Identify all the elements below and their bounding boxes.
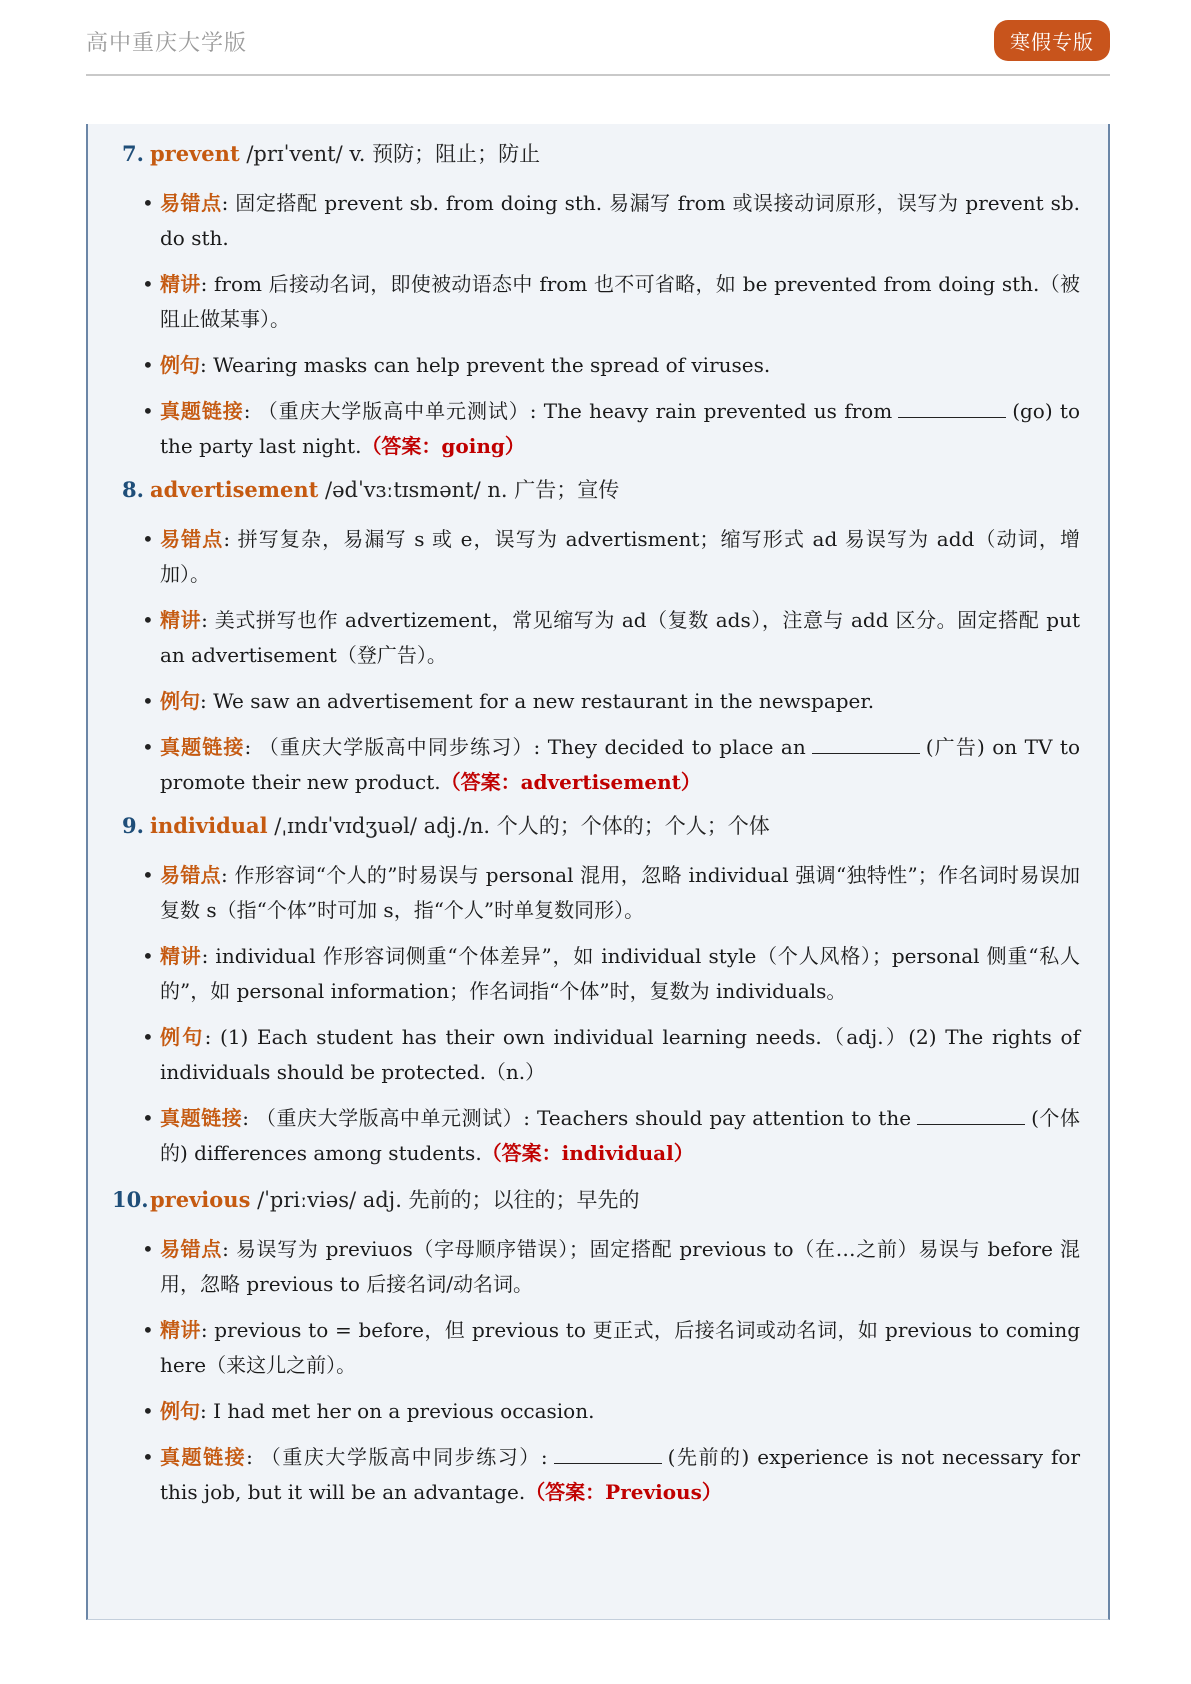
- entry-number: 9.: [122, 813, 144, 838]
- entry-notes: [142, 1232, 1081, 1521]
- note-text: : Wearing masks can help prevent the spread of viruses.: [200, 353, 771, 377]
- note-text: : I had met her on a previous occasion.: [200, 1399, 595, 1423]
- entry-number: 8.: [122, 477, 144, 502]
- exam-answer: （答案：advertisement）: [440, 770, 701, 794]
- note-label: 精讲: [160, 272, 201, 296]
- note-explain: • 精讲: individual 作形容词侧重“个体差异”，如 individual style（个人风格）；personal 侧重“私人的”，如 personal information；作名词指“个体”时，复数为 individuals。: [142, 944, 1080, 1003]
- note-label: 例句: [160, 1025, 205, 1049]
- exam-text-after: (个体的) differences among students.: [160, 1106, 1080, 1165]
- note-text: : 美式拼写也作 advertizement，常见缩写为 ad（复数 ads），注意与 add 区分。固定搭配 put an advertisement（登广告）。: [160, 608, 1081, 667]
- note-mistake: • 易错点: 作形容词“个人的”时易误与 personal 混用，忽略 individual 强调“独特性”；作名词时易误加复数 s（指“个体”时可加 s，指“个人”时单复数同形）。: [142, 863, 1081, 922]
- phonetic-definition: /ˈpriːviəs/ adj. 先前的；以往的；早先的: [250, 1188, 640, 1212]
- entry-notes: [142, 522, 1081, 811]
- note-label: 易错点: [160, 1237, 223, 1261]
- note-label: 例句: [160, 1399, 200, 1423]
- note-exam: • 真题链接: （重庆大学版高中同步练习）: (先前的) experience is not necessary for this job, but it will be an advantage.（答案：Previous）: [142, 1445, 1081, 1504]
- note-text: : 易误写为 previuos（字母顺序错误）；固定搭配 previous to（在…之前）易误与 before 混用，忽略 previous to 后接名词/动名词。: [160, 1237, 1080, 1296]
- note-label: 易错点: [160, 527, 224, 551]
- note-mistake: • 易错点: 易误写为 previuos（字母顺序错误）；固定搭配 previous to（在…之前）易误与 before 混用，忽略 previous to 后接名词/动名词。: [142, 1237, 1080, 1296]
- note-mistake: • 易错点: 拼写复杂，易漏写 s 或 e，误写为 advertisment；缩写形式 ad 易误写为 add（动词，增加）。: [142, 527, 1080, 586]
- exam-answer: （答案：individual）: [481, 1141, 694, 1165]
- headword: previous: [150, 1187, 251, 1212]
- note-explain: • 精讲: 美式拼写也作 advertizement，常见缩写为 ad（复数 ads），注意与 add 区分。固定搭配 put an advertisement（登广告）。: [142, 608, 1081, 667]
- entry-number: 7.: [122, 141, 144, 166]
- edition-badge: 寒假专版: [994, 20, 1110, 61]
- note-text: : 固定搭配 prevent sb. from doing sth. 易漏写 from 或误接动词原形，误写为 prevent sb. do sth.: [160, 191, 1081, 250]
- note-example: • 例句: We saw an advertisement for a new restaurant in the newspaper.: [142, 689, 875, 713]
- entry-heading: [122, 810, 770, 840]
- note-label: 精讲: [160, 944, 202, 968]
- note-text: : from 后接动名词，即使被动语态中 from 也不可省略，如 be prevented from doing sth.（被阻止做某事）。: [160, 272, 1081, 331]
- note-example: • 例句: (1) Each student has their own individual learning needs.（adj.）(2) The rights of individuals should be protected.（n.）: [142, 1025, 1080, 1084]
- page-header: [86, 20, 1110, 76]
- note-label: 真题链接: [160, 1106, 243, 1130]
- entry-heading: [122, 474, 619, 504]
- entry-notes: [142, 186, 1081, 475]
- note-label: 精讲: [160, 608, 202, 632]
- note-explain: • 精讲: previous to = before，但 previous to 更正式，后接名词或动名词，如 previous to coming here（来这儿之前）。: [142, 1318, 1081, 1377]
- headword: prevent: [150, 141, 240, 166]
- exam-text-before: : （重庆大学版高中单元测试）: Teachers should pay attention to the: [242, 1106, 912, 1130]
- header-divider: [86, 74, 1110, 76]
- note-label: 精讲: [160, 1318, 201, 1342]
- exam-answer: （答案：Previous）: [525, 1480, 722, 1504]
- entry-number: 10.: [112, 1187, 149, 1212]
- entry-notes: [142, 858, 1081, 1182]
- note-label: 易错点: [160, 863, 221, 887]
- answer-blank: [898, 401, 1006, 418]
- header-title: 高中重庆大学版: [86, 31, 248, 56]
- exam-text-after: (先前的) experience is not necessary for this job, but it will be an advantage.: [160, 1445, 1081, 1504]
- exam-text-before: : （重庆大学版高中同步练习）:: [246, 1445, 548, 1469]
- answer-blank: [554, 1447, 662, 1464]
- note-text: : We saw an advertisement for a new restaurant in the newspaper.: [200, 689, 875, 713]
- note-label: 真题链接: [160, 735, 245, 759]
- entry-heading: [122, 138, 540, 168]
- exam-text-after: (广告) on TV to promote their new product.: [160, 735, 1081, 794]
- note-label: 真题链接: [160, 399, 244, 423]
- answer-blank: [917, 1108, 1025, 1125]
- note-text: : 作形容词“个人的”时易误与 personal 混用，忽略 individual 强调“独特性”；作名词时易误加复数 s（指“个体”时可加 s，指“个人”时单复数同形）。: [160, 863, 1081, 922]
- note-text: : individual 作形容词侧重“个体差异”，如 individual style（个人风格）；personal 侧重“私人的”，如 personal information；作名词指“个体”时，复数为 individuals。: [160, 944, 1080, 1003]
- exam-text-before: : （重庆大学版高中同步练习）: They decided to place an: [244, 735, 806, 759]
- note-label: 例句: [160, 353, 200, 377]
- exam-text-after: (go) to the party last night.: [160, 399, 1081, 458]
- note-example: • 例句: I had met her on a previous occasion.: [142, 1399, 595, 1423]
- note-label: 易错点: [160, 191, 222, 215]
- entry-heading: [112, 1184, 640, 1214]
- note-mistake: • 易错点: 固定搭配 prevent sb. from doing sth. 易漏写 from 或误接动词原形，误写为 prevent sb. do sth.: [142, 191, 1081, 250]
- note-explain: • 精讲: from 后接动名词，即使被动语态中 from 也不可省略，如 be prevented from doing sth.（被阻止做某事）。: [142, 272, 1081, 331]
- note-exam: • 真题链接: （重庆大学版高中单元测试）: Teachers should pay attention to the (个体的) differences among students.（答案：individual）: [142, 1106, 1080, 1165]
- note-exam: • 真题链接: （重庆大学版高中单元测试）: The heavy rain prevented us from (go) to the party last night.（答案：going）: [142, 399, 1081, 458]
- vocabulary-card: [86, 124, 1110, 1620]
- headword: individual: [150, 813, 268, 838]
- note-text: : 拼写复杂，易漏写 s 或 e，误写为 advertisment；缩写形式 ad 易误写为 add（动词，增加）。: [160, 527, 1080, 586]
- phonetic-definition: /ˌɪndɪˈvɪdʒuəl/ adj./n. 个人的；个体的；个人；个体: [267, 814, 770, 838]
- note-text: : (1) Each student has their own individual learning needs.（adj.）(2) The rights of individuals should be protected.（n.）: [160, 1025, 1080, 1084]
- phonetic-definition: /prɪˈvent/ v. 预防；阻止；防止: [239, 142, 541, 166]
- note-label: 例句: [160, 689, 200, 713]
- note-example: • 例句: Wearing masks can help prevent the spread of viruses.: [142, 353, 771, 377]
- phonetic-definition: /ədˈvɜːtɪsmənt/ n. 广告；宣传: [318, 478, 620, 502]
- note-exam: • 真题链接: （重庆大学版高中同步练习）: They decided to place an (广告) on TV to promote their new product.（答案：advertisement）: [142, 735, 1081, 794]
- headword: advertisement: [150, 477, 319, 502]
- answer-blank: [812, 737, 920, 754]
- note-text: : previous to = before，但 previous to 更正式，后接名词或动名词，如 previous to coming here（来这儿之前）。: [160, 1318, 1081, 1377]
- exam-text-before: : （重庆大学版高中单元测试）: The heavy rain prevented us from: [243, 399, 893, 423]
- exam-answer: （答案：going）: [361, 434, 525, 458]
- note-label: 真题链接: [160, 1445, 247, 1469]
